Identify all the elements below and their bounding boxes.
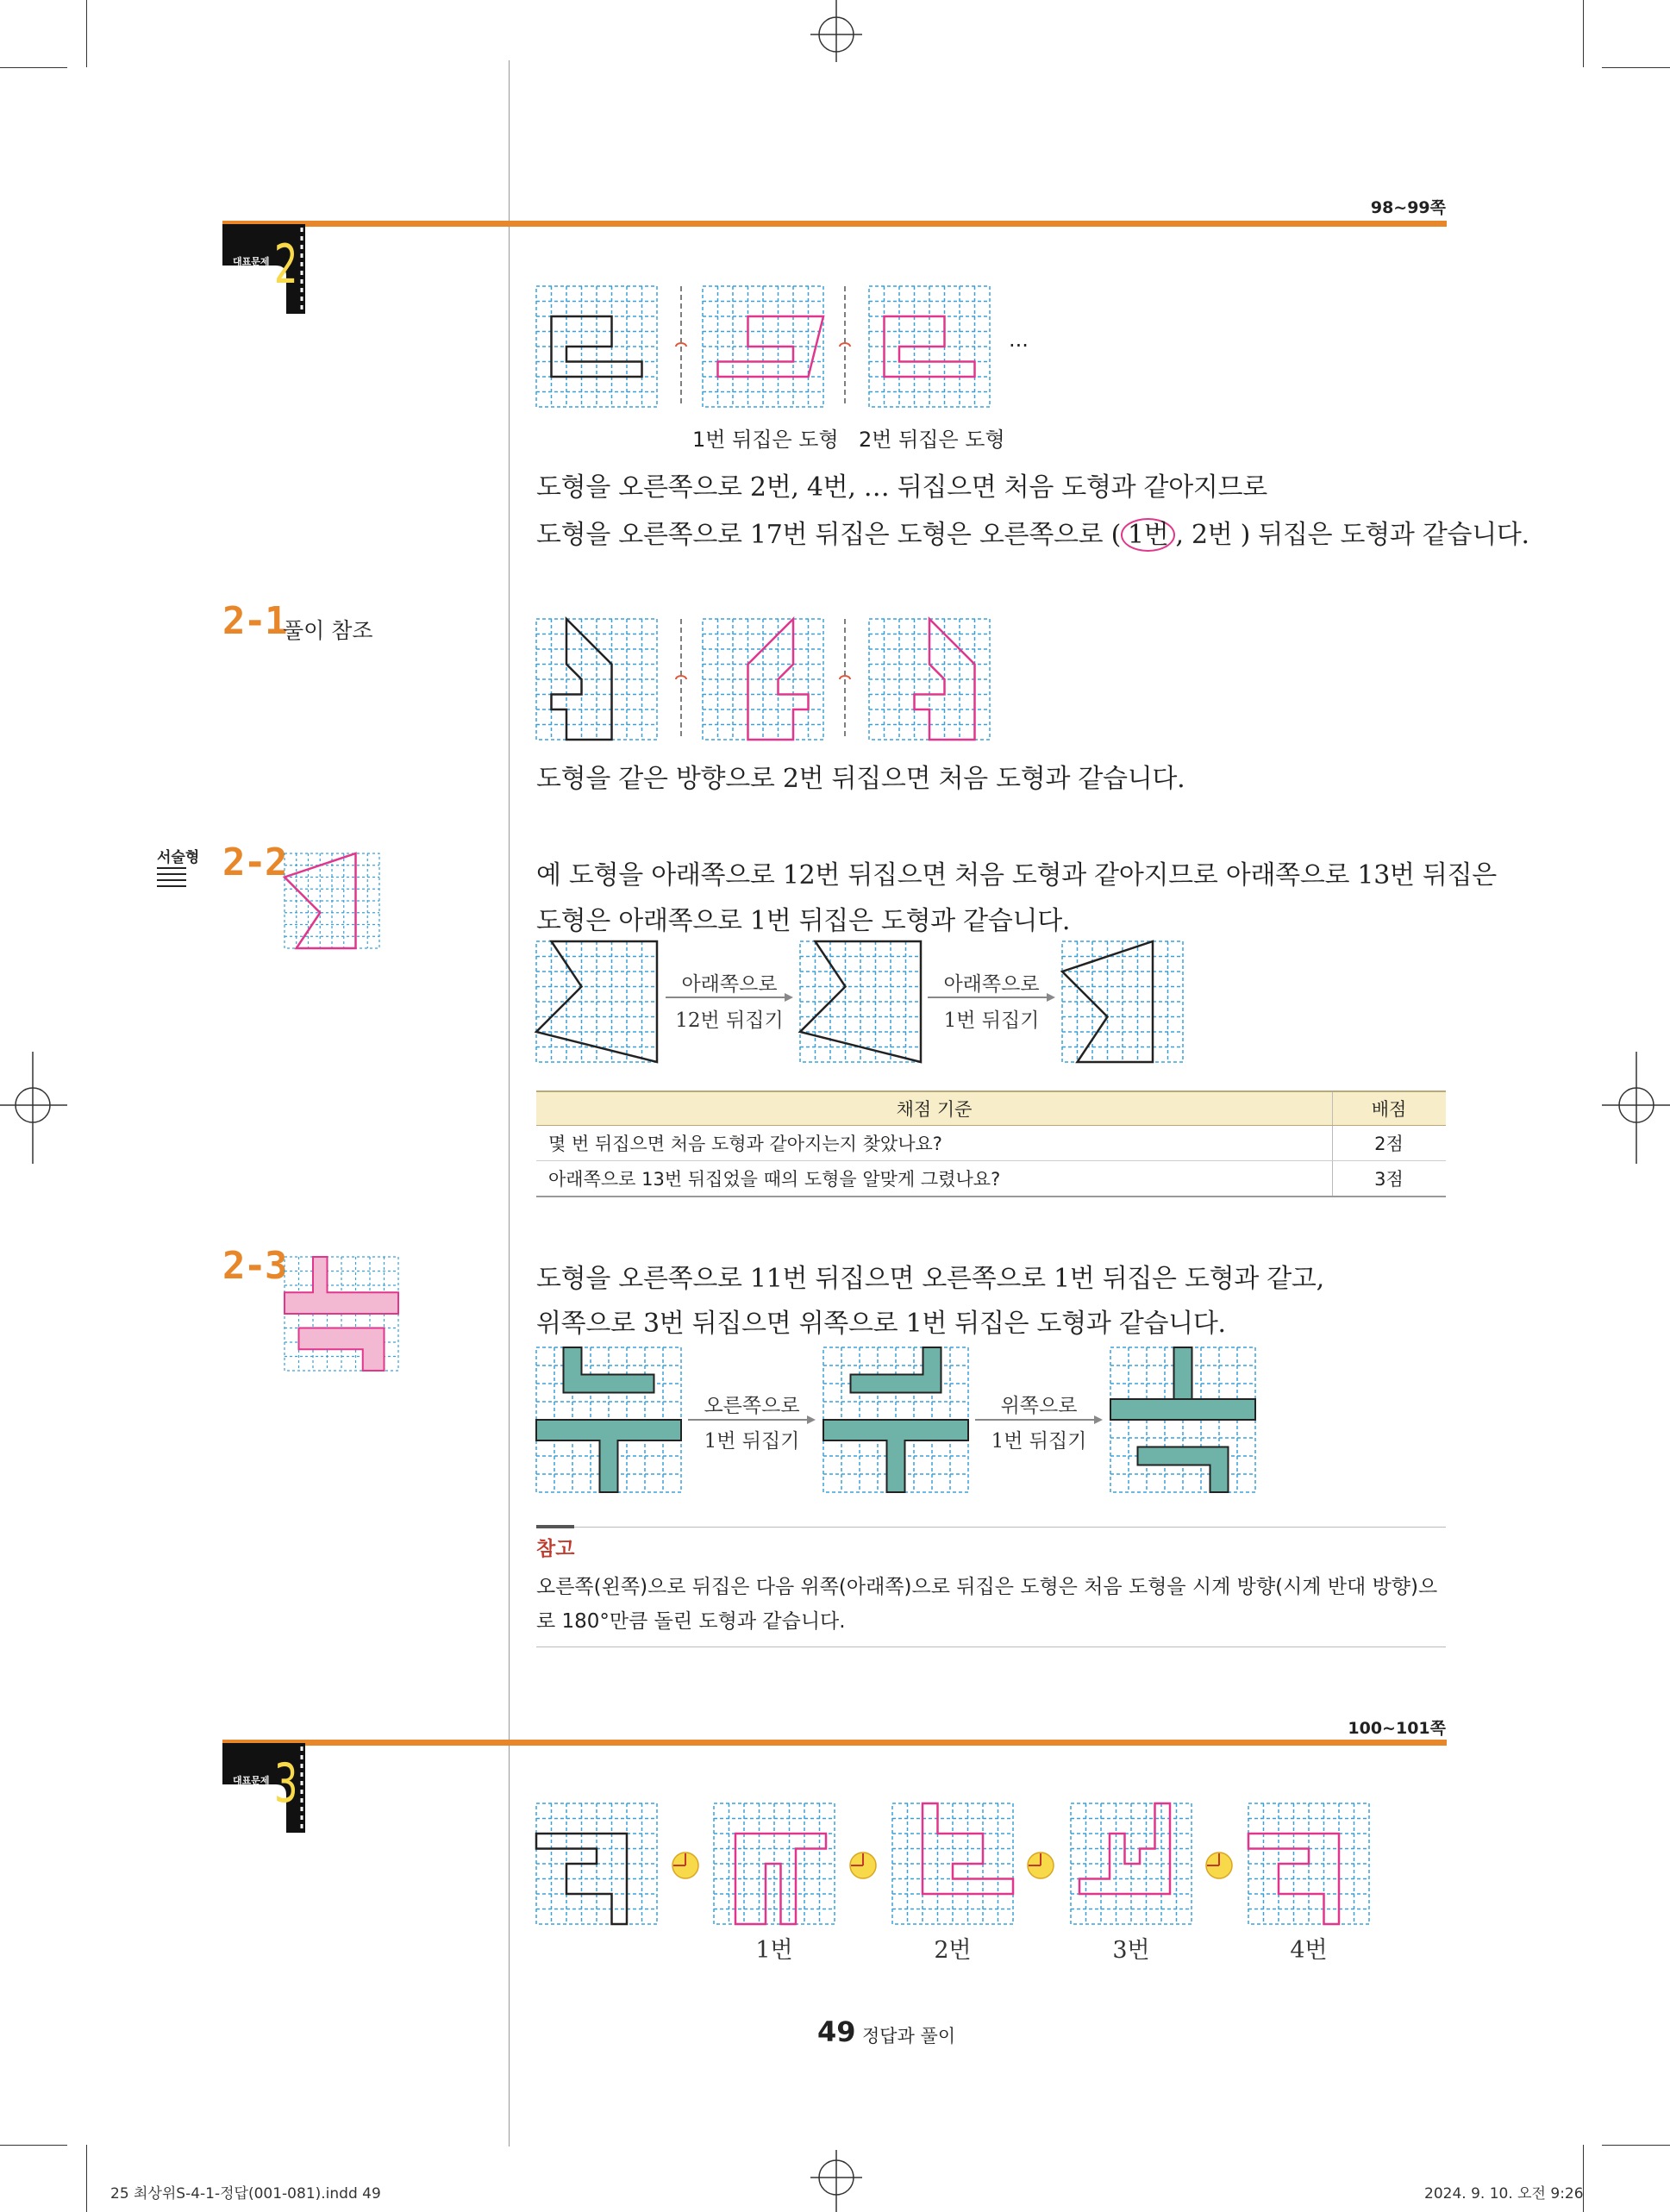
ellipsis: ...	[1009, 328, 1029, 352]
note-accent	[536, 1525, 574, 1528]
circled-answer: 1번	[1121, 518, 1175, 552]
rep2-grid-flip1	[703, 286, 823, 407]
note-title: 참고	[536, 1538, 575, 1560]
p22-line-2: 도형은 아래쪽으로 1번 뒤집은 도형과 같습니다.	[536, 906, 1071, 936]
crop-mark	[86, 2145, 87, 2212]
rep2-caption-2: 2번 뒤집은 도형	[859, 428, 1005, 452]
p22-arrow-2	[928, 991, 1057, 1003]
rotate-icon	[671, 1851, 700, 1880]
rep3-caption-3: 3번	[1112, 1937, 1150, 1964]
rep3-grid-1	[714, 1803, 835, 1924]
scoring-table	[536, 1090, 1446, 1197]
rotate-icon	[1026, 1851, 1055, 1880]
p21-grid-flip1	[703, 619, 823, 740]
table-cell-criteria: 아래쪽으로 13번 뒤집었을 때의 도형을 알맞게 그렸나요?	[536, 1161, 1333, 1197]
p22-arrow1-bottom: 12번 뒤집기	[675, 1009, 784, 1032]
rep2-line-2	[536, 513, 1529, 551]
table-row	[536, 1161, 1446, 1197]
rep2-grid-original	[536, 286, 657, 407]
note-line-2: 로 180°만큼 돌린 도형과 같습니다.	[536, 1610, 846, 1633]
p22-arrow-1	[666, 991, 795, 1003]
p22-line-1: 예 도형을 아래쪽으로 12번 뒤집으면 처음 도형과 같아지므로 아래쪽으로 13번 뒤집은	[536, 860, 1497, 890]
rep3-grid-original	[536, 1803, 657, 1924]
crop-mark	[86, 0, 87, 67]
p21-grid-flip2	[869, 619, 990, 740]
p22-arrow1-top: 아래쪽으로	[681, 973, 778, 996]
note-line-1: 오른쪽(왼쪽)으로 뒤집은 다음 위쪽(아래쪽)으로 뒤집은 도형은 처음 도형을 시계 방향(시계 반대 방향)으	[536, 1576, 1438, 1598]
table-header-row	[536, 1091, 1446, 1126]
flip-line-2	[836, 286, 854, 407]
page-ref-mid: 100~101쪽	[1348, 1719, 1446, 1738]
type-tag: 서술형	[157, 849, 200, 866]
problem-label-2-3: 2-3	[222, 1244, 286, 1288]
p23-arrow-1	[688, 1414, 817, 1426]
registration-mark-right	[1602, 1052, 1670, 1164]
rep3-caption-2: 2번	[934, 1937, 972, 1964]
table-cell-points: 2점	[1333, 1126, 1447, 1161]
section-bar-mid	[222, 1740, 1447, 1746]
column-divider	[509, 60, 510, 2146]
flip-line-3	[672, 619, 690, 740]
table-cell-criteria: 몇 번 뒤집으면 처음 도형과 같아지는지 찾았나요?	[536, 1126, 1333, 1161]
crop-mark	[1602, 2145, 1670, 2146]
registration-mark-bottom	[810, 2150, 862, 2212]
registration-mark-top	[810, 0, 862, 62]
rep3-caption-4: 4번	[1290, 1937, 1328, 1964]
crop-mark	[0, 2145, 67, 2146]
rep2-caption-1: 1번 뒤집은 도형	[692, 428, 839, 452]
p22-arrow2-bottom: 1번 뒤집기	[943, 1009, 1040, 1032]
p23-line-2: 위쪽으로 3번 뒤집으면 위쪽으로 1번 뒤집은 도형과 같습니다.	[536, 1309, 1226, 1339]
rep2-line-2b: , 2번 ) 뒤집은 도형과 같습니다.	[1175, 520, 1529, 550]
registration-mark-left	[0, 1052, 67, 1164]
table-cell-points: 3점	[1333, 1161, 1447, 1197]
page-label: 정답과 풀이	[862, 2026, 956, 2046]
crop-mark	[1602, 67, 1670, 68]
p23-arrow1-bottom: 1번 뒤집기	[704, 1430, 800, 1453]
rep2-line-2a: 도형을 오른쪽으로 17번 뒤집은 도형은 오른쪽으로 (	[536, 520, 1121, 550]
badge-label: 대표문제	[233, 256, 270, 267]
problem-label-2-2: 2-2	[222, 840, 286, 884]
badge-label: 대표문제	[233, 1775, 270, 1786]
p23-problem-grid	[285, 1257, 398, 1371]
table-header-points: 배점	[1333, 1091, 1447, 1126]
p23-grid-flip-right	[823, 1347, 968, 1492]
rotate-icon	[848, 1851, 878, 1880]
p23-arrow2-bottom: 1번 뒤집기	[991, 1430, 1087, 1453]
rep2-grid-flip2	[869, 286, 990, 407]
p23-arrow1-top: 오른쪽으로	[704, 1395, 800, 1417]
p23-arrow2-top: 위쪽으로	[1000, 1395, 1078, 1417]
problem-note-2-1: 풀이 참조	[283, 618, 373, 643]
p23-grid-original	[536, 1347, 681, 1492]
page-ref-top: 98~99쪽	[1370, 198, 1446, 217]
p21-text: 도형을 같은 방향으로 2번 뒤집으면 처음 도형과 같습니다.	[536, 764, 1185, 794]
table-row	[536, 1126, 1446, 1161]
rotate-icon	[1204, 1851, 1234, 1880]
footer-timestamp: 2024. 9. 10. 오전 9:26	[1424, 2185, 1584, 2203]
rep3-caption-1: 1번	[755, 1937, 793, 1964]
p23-arrow-2	[975, 1414, 1104, 1426]
table-header-criteria: 채점 기준	[536, 1091, 1333, 1126]
p22-arrow2-top: 아래쪽으로	[943, 973, 1040, 996]
footer-filename: 25 최상위S-4-1-정답(001-081).indd 49	[110, 2185, 381, 2203]
crop-mark	[1583, 0, 1584, 67]
crop-mark	[0, 67, 67, 68]
rep2-line-1: 도형을 오른쪽으로 2번, 4번, … 뒤집으면 처음 도형과 같아지므로	[536, 472, 1267, 503]
page-number: 49	[817, 2015, 856, 2048]
p23-line-1: 도형을 오른쪽으로 11번 뒤집으면 오른쪽으로 1번 뒤집은 도형과 같고,	[536, 1264, 1324, 1294]
note-divider-top	[536, 1527, 1446, 1528]
badge-number: 2	[273, 233, 298, 296]
p22-grid-result	[1062, 941, 1183, 1062]
rep3-grid-3	[1071, 1803, 1192, 1924]
p22-problem-grid	[285, 853, 379, 948]
p22-grid-after12	[800, 941, 921, 1062]
badge-number: 3	[273, 1752, 298, 1815]
p23-grid-flip-up	[1110, 1347, 1255, 1492]
pencil-lines-icon	[157, 865, 188, 890]
flip-line-4	[836, 619, 854, 740]
section-bar-top	[222, 221, 1447, 227]
p21-grid-original	[536, 619, 657, 740]
flip-line-1	[672, 286, 690, 407]
p22-grid-original	[536, 941, 657, 1062]
problem-label-2-1: 2-1	[222, 599, 286, 643]
rep3-grid-4	[1248, 1803, 1369, 1924]
rep3-grid-2	[892, 1803, 1013, 1924]
